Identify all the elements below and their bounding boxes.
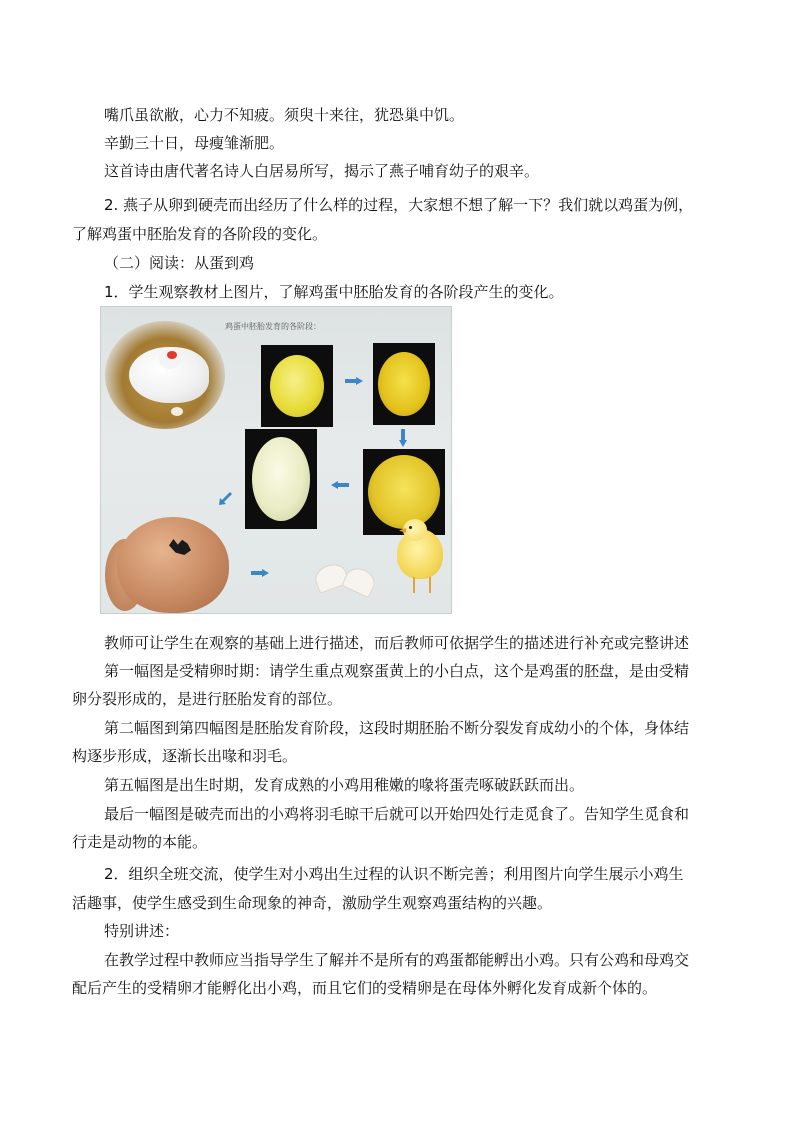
arrow-icon bbox=[399, 429, 407, 447]
question-line-2: 了解鸡蛋中胚胎发育的各阶段的变化。 bbox=[72, 225, 328, 243]
stage-1-photo bbox=[261, 345, 333, 427]
stage-4-embryo bbox=[252, 437, 310, 521]
stage-3-yolk bbox=[368, 455, 440, 529]
poem-explanation: 这首诗由唐代著名诗人白居易所写，揭示了燕子哺育幼子的艰辛。 bbox=[104, 162, 540, 180]
paragraph-stage-5: 第五幅图是出生时期，发育成熟的小鸡用稚嫩的喙将蛋壳啄破跃跃而出。 bbox=[104, 776, 585, 794]
chick-leg bbox=[413, 577, 415, 593]
step-2-line-1: 2．组织全班交流，使学生对小鸡出生过程的认识不断完善；利用图片向学生展示小鸡生 bbox=[104, 865, 684, 883]
arrow-icon bbox=[251, 569, 269, 577]
stage-1-yolk bbox=[270, 355, 324, 417]
stage-4-photo bbox=[245, 429, 317, 529]
poem-line-2: 辛勤三十日，母瘦雏渐肥。 bbox=[104, 134, 285, 152]
special-note-line-1: 在教学过程中教师应当指导学生了解并不是所有的鸡蛋都能孵出小鸡。只有公鸡和母鸡交 bbox=[104, 951, 690, 969]
question-line-1: 2. 燕子从卵到硬壳而出经历了什么样的过程，大家想不想了解一下？我们就以鸡蛋为例， bbox=[104, 196, 694, 214]
eggshell-piece bbox=[341, 564, 378, 598]
section-heading: （二）阅读：从蛋到鸡 bbox=[104, 254, 255, 272]
stage-2-yolk bbox=[378, 352, 430, 416]
paragraph-last-stage-line-1: 最后一幅图是破壳而出的小鸡将羽毛晾干后就可以开始四处行走觅食了。告知学生觅食和 bbox=[104, 805, 690, 823]
embryo-development-figure bbox=[100, 306, 452, 614]
chick-eye bbox=[409, 526, 412, 529]
paragraph-stage-1-line-1: 第一幅图是受精卵时期：请学生重点观察蛋黄上的小白点，这个是鸡蛋的胚盘，是由受精 bbox=[104, 662, 690, 680]
hatching-egg-photo bbox=[117, 517, 229, 613]
chick-head bbox=[403, 519, 427, 541]
arrow-icon bbox=[331, 481, 349, 489]
paragraph-stage-2-line-1: 第二幅图到第四幅图是胚胎发育阶段，这段时期胚胎不断分裂发育成幼小的个体，身体结 bbox=[104, 719, 690, 737]
step-2-line-2: 活趣事，使学生感受到生命现象的神奇，激励学生观察鸡蛋结构的兴趣。 bbox=[72, 894, 553, 912]
paragraph-teacher-description: 教师可让学生在观察的基础上进行描述，而后教师可依据学生的描述进行补充或完整讲述 bbox=[104, 634, 690, 652]
chick-leg bbox=[429, 577, 431, 593]
nest-egg bbox=[171, 407, 183, 416]
special-note-heading: 特别讲述： bbox=[104, 922, 180, 940]
poem-line-1: 嘴爪虽欲敝，心力不知疲。须臾十来往，犹恐巢中饥。 bbox=[104, 106, 465, 124]
stage-3-photo bbox=[363, 449, 445, 535]
paragraph-last-stage-line-2: 行走是动物的本能。 bbox=[72, 833, 208, 851]
hen-comb bbox=[167, 351, 177, 359]
special-note-line-2: 配后产生的受精卵才能孵化出小鸡，而且它们的受精卵是在母体外孵化发育成新个体的。 bbox=[72, 979, 658, 997]
paragraph-stage-2-line-2: 构逐步形成，逐渐长出喙和羽毛。 bbox=[72, 747, 298, 765]
arrow-icon bbox=[345, 377, 363, 385]
stage-2-photo bbox=[373, 343, 435, 425]
paragraph-stage-1-line-2: 卵分裂形成的，是进行胚胎发育的部位。 bbox=[72, 690, 343, 708]
figure-caption: 鸡蛋中胚胎发育的各阶段： bbox=[225, 322, 321, 331]
arrow-icon bbox=[219, 491, 233, 505]
step-1-instruction: 1．学生观察教材上图片，了解鸡蛋中胚胎发育的各阶段产生的变化。 bbox=[104, 283, 564, 301]
